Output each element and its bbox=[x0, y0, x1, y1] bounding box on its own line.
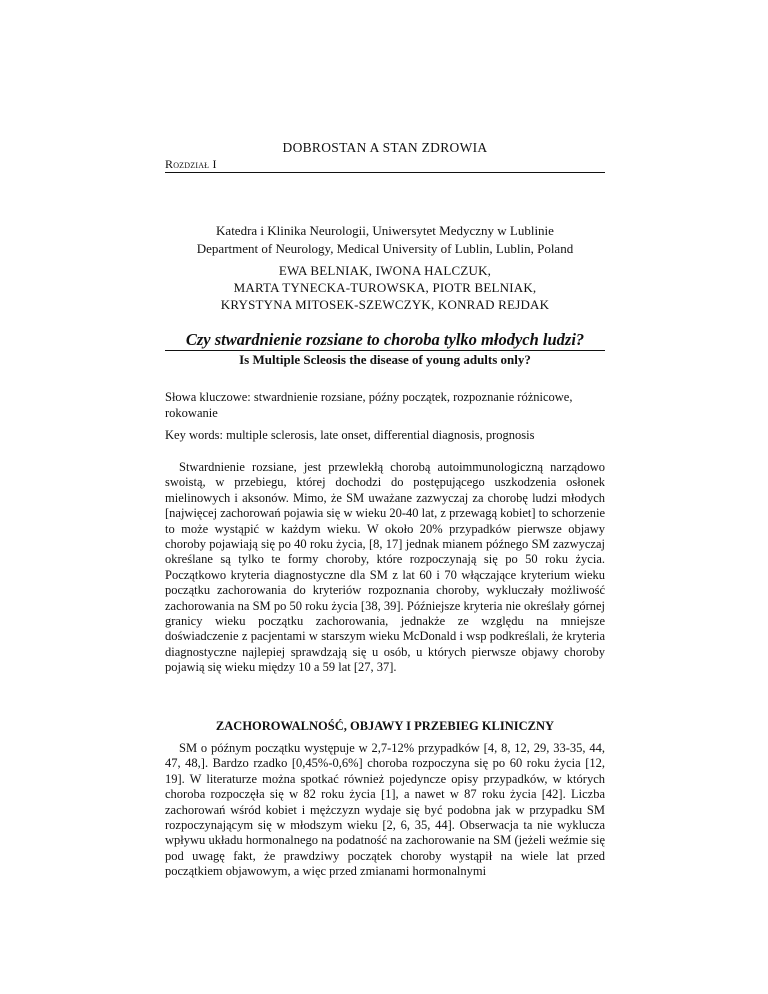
author-line: MARTA TYNECKA-TUROWSKA, PIOTR BELNIAK, bbox=[233, 280, 537, 295]
body-paragraph: Stwardnienie rozsiane, jest przewlekłą chorobą autoimmunologiczną narządowo swoistą, w przebiegu, której dochodzi do postępującego uszkodzenia osłonek mielinowych i aksonów. Mimo, że SM uważane zazwyczaj za chorobę ludzi młodych [najwięcej zachorowań pojawia się w wieku 20-40 lat, z przewagą kobiet] to schorzenie to może wystąpić w każdym wieku. W około 20% przypadków pierwsze objawy choroby pojawiają się po 40 roku życia, [8, 17] jednak mianem późnego SM zazwyczaj określane są tylko te formy choroby, które rozpoczynają się po 50 roku życia. Początkowo kryteria diagnostyczne dla SM z lat 60 i 70 włączające kryterium wieku początku zachorowania do kryteriów rozpoznania choroby, wykluczały możliwość zachorowania na SM po 50 roku życia [38, 39]. Późniejsze kryteria nie określały górnej granicy wieku początku zachorowania, jednakże ze względu na mniejsze doświadczenie z pacjentami w starszym wieku McDonald i wsp podkreślali, że kryteria diagnostyczne najlepiej sprawdzają się u osób, u których pierwsze objawy choroby pojawią się wieku między 10 a 59 lat [27, 37]. bbox=[165, 460, 605, 675]
keywords-polish: Słowa kluczowe: stwardnienie rozsiane, późny początek, rozpoznanie różnicowe, rokowanie bbox=[165, 390, 573, 420]
header-rule bbox=[165, 172, 605, 173]
keywords-english: Key words: multiple sclerosis, late onset, differential diagnosis, prognosis bbox=[165, 428, 535, 442]
running-head: DOBROSTAN A STAN ZDROWIA bbox=[282, 140, 488, 155]
affiliation bbox=[165, 222, 605, 258]
section-heading: ZACHOROWALNOŚĆ, OBJAWY I PRZEBIEG KLINICZNY bbox=[215, 719, 555, 733]
chapter-label: Rozdział I bbox=[165, 157, 217, 171]
article-title-polish: Czy stwardnienie rozsiane to choroba tylko młodych ludzi? bbox=[185, 330, 585, 349]
author-line: EWA BELNIAK, IWONA HALCZUK, bbox=[278, 263, 492, 278]
affiliation-polish: Katedra i Klinika Neurologii, Uniwersytet Medyczny w Lublinie bbox=[216, 223, 554, 238]
affiliation-english: Department of Neurology, Medical University of Lublin, Lublin, Poland bbox=[196, 241, 574, 256]
author-line: KRYSTYNA MITOSEK-SZEWCZYK, KONRAD REJDAK bbox=[220, 297, 550, 312]
title-rule bbox=[165, 350, 605, 351]
author-list bbox=[165, 262, 605, 313]
article-title-english: Is Multiple Scleosis the disease of young adults only? bbox=[239, 352, 531, 367]
body-paragraph: SM o późnym początku występuje w 2,7-12% przypadków [4, 8, 12, 29, 33-35, 44, 47, 48,]. Bardzo rzadko [0,45%-0,6%] choroba rozpoczyna się po 60 roku życia [12, 19]. W literaturze można spotkać również pojedyncze opisy przypadków, w których choroba rozpoczęła się w 82 roku życia [1], a nawet w 87 roku życia [42]. Liczba zachorowań wśród kobiet i mężczyzn wydaje się być podobna jak w przypadku SM rozpoczynającym się w młodszym wieku [2, 6, 35, 44]. Obserwacja ta nie wyklucza wpływu układu hormonalnego na podatność na zachorowanie na SM (jeżeli weźmie się pod uwagę fakt, że prawdziwy początek choroby wystąpił na wiele lat przed początkiem objawowym, a więc przed zmianami hormonalnymi bbox=[165, 741, 605, 879]
